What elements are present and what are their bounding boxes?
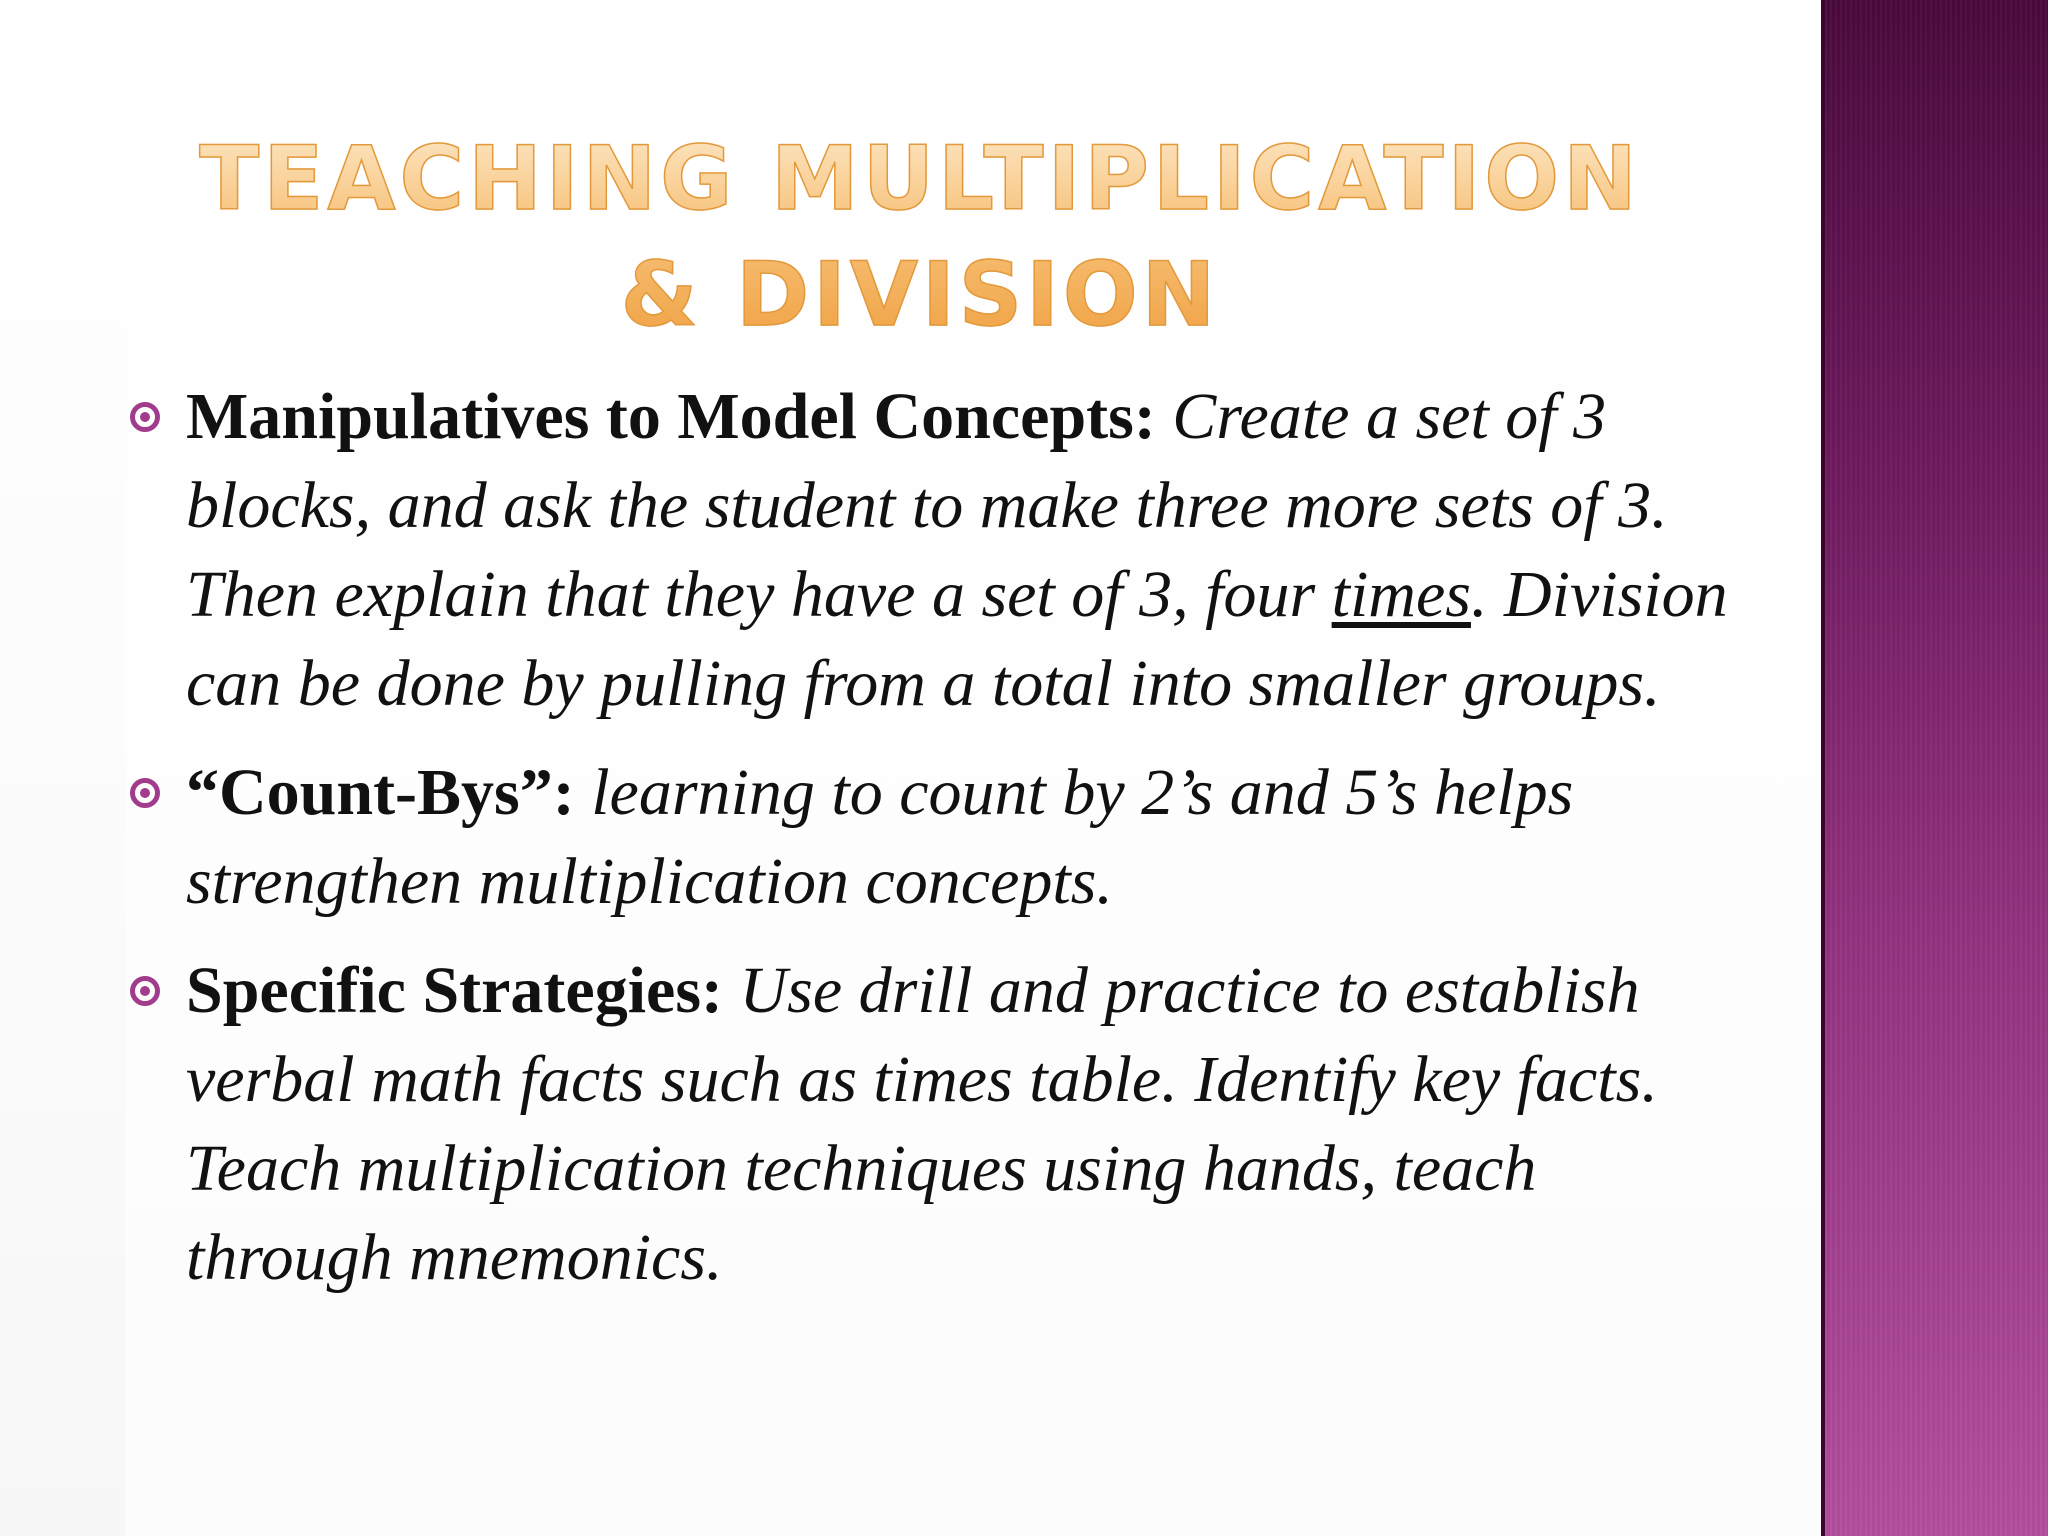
bullet-lead: Manipulatives to Model Concepts: (186, 380, 1156, 453)
bullet-specific-strategies (130, 946, 1740, 1302)
bullet-description: Use drill and practice to establish verbal math facts such as times table. Identify key facts. Teach multiplication techniques using hands, teach through mnemonics. (186, 954, 1658, 1294)
circled-dot-icon (130, 402, 160, 432)
bullet-description: learning to count by 2’s and 5’s helps strengthen multiplication concepts. (186, 756, 1574, 918)
underlined-word: times (1331, 558, 1471, 631)
bullet-lead: “Count-Bys”: (186, 756, 575, 829)
circled-dot-icon (130, 976, 160, 1006)
circled-dot-icon (130, 778, 160, 808)
bullet-description-part: . Division can be done by pulling from a total into smaller groups. (186, 558, 1728, 720)
bullet-manipulatives (130, 372, 1740, 728)
decorative-side-bar (1821, 0, 2048, 1536)
bullet-lead: Specific Strategies: (186, 954, 723, 1027)
slide-title: TEACHING MULTIPLICATION & DIVISION (180, 121, 1660, 353)
bullet-count-bys (130, 748, 1740, 926)
bullet-description-part: Create a set of 3 blocks, and ask the student to make three more sets of 3. Then explain that they have a set of 3, four (186, 380, 1668, 631)
bullet-list (130, 372, 1740, 1322)
